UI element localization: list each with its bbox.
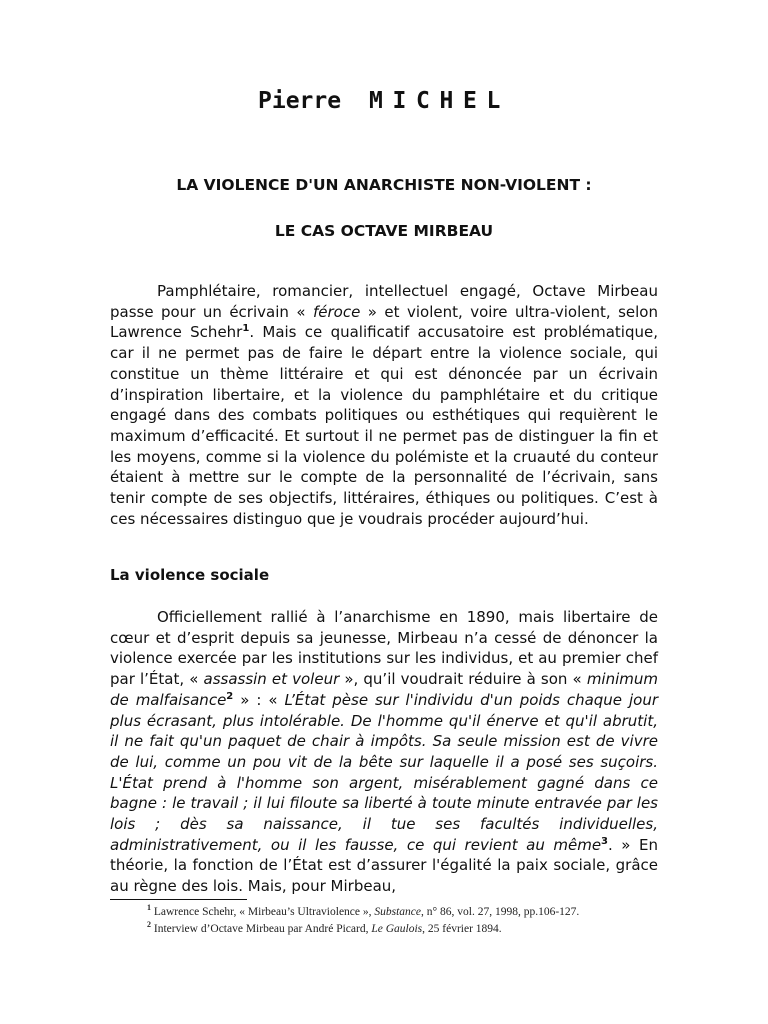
footnote-number-1: 1 (147, 903, 151, 912)
section-italic-assassin: assassin et voleur (203, 670, 340, 689)
footnote-2-journal: Le Gaulois (371, 923, 423, 935)
footnote-2 (147, 921, 579, 938)
footnote-ref-2[interactable]: 2 (226, 690, 234, 702)
author-first-name: Pierre (258, 88, 342, 114)
section-text-2: », qu’il voudrait réduire à son « (339, 670, 587, 689)
section-heading: La violence sociale (110, 566, 270, 584)
section-paragraph (110, 607, 658, 897)
footnote-ref-1[interactable]: 1 (242, 323, 250, 335)
footnote-number-2: 2 (147, 920, 151, 929)
section-text-3: » : « (233, 690, 285, 709)
footnote-1-text-a: Lawrence Schehr, « Mirbeau’s Ultraviolence », (151, 906, 375, 918)
footnote-divider (110, 899, 247, 900)
section-italic-malfaisance: minimum de malfaisance (110, 670, 658, 709)
author-name (0, 88, 768, 114)
intro-text-1: Pamphlétaire, romancier, intellectuel engagé, Octave Mirbeau passe pour un écrivain « (110, 282, 658, 321)
footnote-1-journal: Substance (374, 906, 422, 918)
title-line-1: LA VIOLENCE D'UN ANARCHISTE NON-VIOLENT : (176, 176, 592, 194)
quote-text: L’État pèse sur l'individu d'un poids chaque jour plus écrasant, plus intolérable. De l'homme qu'il énerve et qu'il abrutit, il ne fait qu'un paquet de chair à impôts. Sa seule mission est de vivre de lui, comme un pou vit de la bête sur laquelle il a posé ses suçoirs. L'État prend à l'homme son argent, misérablement gagné dans ce bagne : le travail ; il lui filoute sa liberté à toute minute entravée par les lois ; dès sa naissance, il tue ses facultés individuelles, administrativement, ou il les fausse, ce qui revient au même (110, 690, 658, 854)
footnote-1-text-b: , n° 86, vol. 27, 1998, pp.106-127. (421, 906, 580, 918)
footnote-ref-3[interactable]: 3 (601, 835, 609, 847)
section-text-4: . » En théorie, la fonction de l’État est d’assurer l'égalité la paix sociale, grâce au règne des lois. Mais, pour Mirbeau, (110, 835, 658, 896)
intro-text-1b: » et violent, voire ultra-violent, selon Lawrence Schehr (110, 302, 658, 342)
title-line-2: LE CAS OCTAVE MIRBEAU (274, 222, 494, 240)
footnote-2-text-b: , 25 février 1894. (422, 923, 502, 935)
author-last-name: MICHEL (368, 88, 510, 114)
intro-text-2: . Mais ce qualificatif accusatoire est problématique, car il ne permet pas de faire le départ entre la violence sociale, qui constitue un thème littéraire et qui est dénoncée par un écrivain d’inspiration libertaire, et la violence du pamphlétaire et du critique engagé dans des combats politiques ou esthétiques qui requièrent le maximum d’efficacité. Et surtout il ne permet pas de distinguer la fin et les moyens, comme si la violence du polémiste et la cruauté du conteur étaient à mettre sur le compte de la personnalité de l’écrivain, sans tenir compte de ses objectifs, littéraires, éthiques ou politiques. C’est à ces nécessaires distinguo que je voudrais procéder aujourd’hui. (110, 323, 658, 528)
footnote-1 (147, 904, 579, 921)
intro-paragraph (110, 281, 658, 529)
footnote-2-text-a: Interview d’Octave Mirbeau par André Picard, (151, 923, 372, 935)
footnotes (147, 904, 579, 938)
intro-italic-feroce: féroce (312, 302, 361, 321)
section-text-1: Officiellement rallié à l’anarchisme en 1890, mais libertaire de cœur et d’esprit depuis sa jeunesse, Mirbeau n’a cessé de dénoncer la violence exercée par les institutions sur les individus, et au premier chef par l’État, « (110, 608, 658, 689)
